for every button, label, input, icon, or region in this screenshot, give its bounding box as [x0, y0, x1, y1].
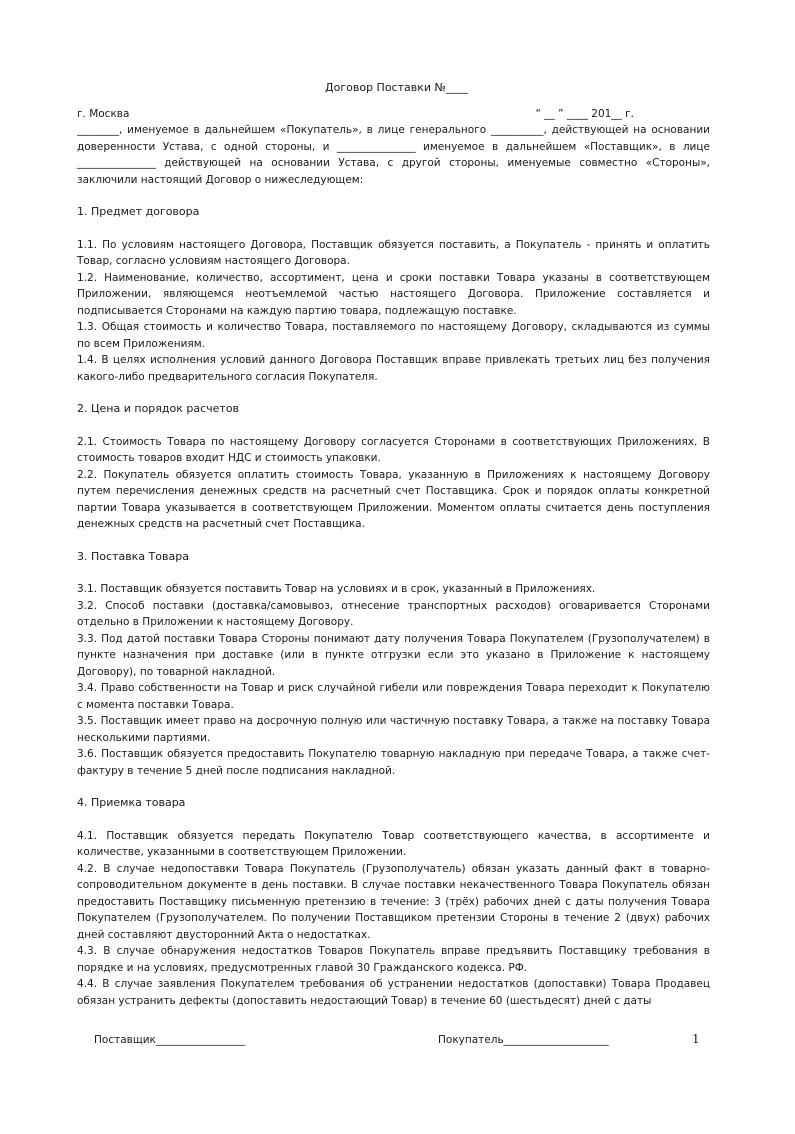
city: г. Москва: [77, 107, 130, 120]
document-title: Договор Поставки №____: [325, 81, 468, 94]
clause: 1.2. Наименование, количество, ассортимент, цена и сроки поставки Товара указаны в соответствующем Приложении, являющемся неотъемлемой частью настоящего Договора. Приложение составляется и подписывается Сторонами на каждую партию товара, подлежащую поставке.: [77, 271, 710, 317]
clause: 3.2. Способ поставки (доставка/самовывоз, отнесение транспортных расходов) оговаривается Сторонами отдельно в Приложении к настоящему Договору.: [77, 599, 710, 628]
section-title: 2. Цена и порядок расчетов: [77, 402, 240, 415]
clause: 4.4. В случае заявления Покупателем требования об устранении недостатков (допоставки) Товара Продавец обязан устранить дефекты (допоставить недостающий Товар) в течение 60 (шестьдесят) дней с даты: [77, 978, 710, 1007]
clause: 4.2. В случае недопоставки Товара Покупатель (Грузополучатель) обязан указать данный факт в товарно-сопроводительном документе в день поставки. В случае поставки некачественного Товара Покупатель обязан предоставить Поставщику письменную претензию в течение: 3 (трёх) рабочих дней с даты получения Товара Покупателем (Грузополучателем. По получении Поставщиком претензии Стороны в течение 2 (двух) рабочих дней составляют двусторонний Акта о недостатках.: [77, 862, 710, 941]
preamble: ________, именуемое в дальнейшем «Покупатель», в лице генерального __________, действующей на основании доверенности Устава, с одной стороны, и _______________ именуемое в дальнейшем «Поставщик», в лице _______________ действующей на основании Устава, с другой стороны, именуемые совместно «Стороны», заключили настоящий Договор о нижеследующем:: [77, 124, 710, 186]
clause: 1.1. По условиям настоящего Договора, Поставщик обязуется поставить, а Покупатель - принять и оплатить Товар, согласно условиям настоящего Договора.: [77, 238, 710, 267]
page-footer: [0, 1034, 795, 1054]
clause: 1.4. В целях исполнения условий данного Договора Поставщик вправе привлекать третьих лиц без получения какого-либо предварительного согласия Покупателя.: [77, 354, 710, 383]
section-title: 1. Предмет договора: [77, 205, 200, 218]
date: “ __ ” ____ 201__ г.: [535, 107, 634, 120]
document-body: [77, 80, 710, 1009]
section-title: 4. Приемка товара: [77, 796, 186, 809]
clause: 1.3. Общая стоимость и количество Товара, поставляемого по настоящему Договору, складываются из суммы по всем Приложениям.: [77, 321, 710, 350]
clause: 3.3. Под датой поставки Товара Стороны понимают дату получения Товара Покупателем (Грузополучателем) в пункте назначения при доставке (или в пункте отгрузки если это указано в Приложение к настоящему Договору), по товарной накладной.: [77, 632, 710, 678]
supplier-signature-line: Поставщик_________________: [94, 1034, 246, 1046]
page-number: 1: [692, 1032, 700, 1046]
clause: 2.2. Покупатель обязуется оплатить стоимость Товара, указанную в Приложениях к настоящему Договору путем перечисления денежных средств на расчетный счет Поставщика. Срок и порядок оплаты конкретной партии Товара указывается в соответствующем Приложении. Моментом оплаты считается день поступления денежных средств на расчетный счет Поставщика.: [77, 468, 710, 530]
clause: 4.1. Поставщик обязуется передать Покупателю Товар соответствующего качества, в ассортименте и количестве, указанными в соответствующем Приложении.: [77, 829, 710, 858]
clause: 3.6. Поставщик обязуется предоставить Покупателю товарную накладную при передаче Товара, а также счет-фактуру в течение 5 дней после подписания накладной.: [77, 748, 710, 777]
city-date-row: [77, 106, 710, 123]
clause: 3.5. Поставщик имеет право на досрочную полную или частичную поставку Товара, а также на поставку Товара несколькими партиями.: [77, 715, 710, 744]
buyer-signature-line: Покупатель____________________: [438, 1034, 609, 1046]
clause: 4.3. В случае обнаружения недостатков Товаров Покупатель вправе предъявить Поставщику требования в порядке и на условиях, предусмотренных главой 30 Гражданского кодекса. РФ.: [77, 945, 710, 974]
clause: 2.1. Стоимость Товара по настоящему Договору согласуется Сторонами в соответствующих Приложениях. В стоимость товаров входит НДС и стоимость упаковки.: [77, 435, 710, 464]
section-title: 3. Поставка Товара: [77, 549, 189, 563]
clause: 3.4. Право собственности на Товар и риск случайной гибели или повреждения Товара переходит к Покупателю с момента поставки Товара.: [77, 682, 710, 711]
clause: 3.1. Поставщик обязуется поставить Товар на условиях и в срок, указанный в Приложениях.: [77, 583, 596, 595]
